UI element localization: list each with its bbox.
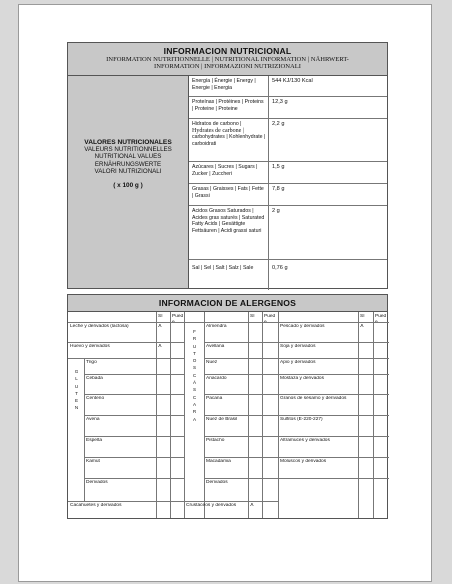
column-header-puede: Pued (375, 314, 387, 319)
allergen-label-left: Huevo y derivados (70, 344, 110, 349)
allergen-grid (68, 312, 389, 518)
row-divider (278, 394, 389, 395)
row-divider (184, 501, 278, 502)
row-divider (278, 415, 389, 416)
column-header-si: SI (250, 314, 255, 319)
allergen-label-left: Trigo (86, 360, 97, 365)
nutrient-value: 12,3 g (272, 99, 288, 105)
allergen-label-middle: Pacana (206, 396, 223, 401)
row-divider (204, 436, 278, 437)
allergen-title: INFORMACION DE ALERGENOS (68, 295, 387, 312)
nutrition-values-heading-cell (68, 76, 189, 288)
column-header-si: SI (360, 314, 365, 319)
nutrition-row-salt (189, 260, 387, 290)
nutrient-label (189, 119, 269, 161)
row-divider (84, 394, 184, 395)
nutrition-header (68, 43, 387, 76)
row-divider (204, 478, 278, 479)
values-heading-fr: VALEURS NUTRITIONNELLES (84, 146, 172, 154)
nutrient-label: Azúcares | Sucres | Sugars | Zucker | Zuccheri (189, 162, 269, 183)
gluten-group-divider (84, 358, 85, 501)
allergen-label-right: Sulfitos (E-220-227) (280, 417, 323, 422)
allergen-label-left: Avena (86, 417, 100, 422)
carb-label-other: carbohydrates | Kohlenhydrate | carboidrati (192, 134, 266, 147)
row-divider (278, 342, 389, 343)
allergen-label-left: Cacahuetes y derivados (70, 503, 122, 508)
row-divider (84, 436, 184, 437)
nutrition-row-carbohydrates (189, 119, 387, 162)
allergen-table (67, 294, 388, 519)
row-divider (204, 358, 278, 359)
allergen-label-middle: Avellana (206, 344, 225, 349)
nutrition-row-saturated-fats (189, 206, 387, 260)
nutrient-value: 2 g (272, 208, 280, 214)
nutrition-row-fats (189, 184, 387, 206)
values-heading-de: ERNÄHRUNGSWERTE (94, 160, 162, 168)
nutrition-row-protein (189, 97, 387, 119)
allergen-label-left: Cebada (86, 376, 103, 381)
allergen-label-left: Centeno (86, 396, 105, 401)
allergen-label-left: Espelta (86, 438, 102, 443)
document-page (18, 4, 432, 582)
allergen-label-middle: Almendra (206, 324, 227, 329)
nutrition-table (67, 42, 388, 289)
nutrient-value: 544 KJ/130 Kcal (272, 78, 313, 84)
allergen-label-middle: Anacardo (206, 376, 227, 381)
nutrition-subtitle-line-1: INFORMATION NUTRITIONNELLE | NUTRITIONAL INFORMATION | NÄHRWERT- (106, 56, 349, 63)
row-divider (204, 342, 278, 343)
allergen-label-middle: Derivados (206, 480, 228, 485)
allergen-si-mark: X (158, 324, 162, 329)
nutrient-label: Sal | Sel | Salt | Salz | Sale (189, 260, 269, 290)
row-divider (204, 415, 278, 416)
nutrition-subtitle-line-2: INFORMATION | INFORMAZIONI NUTRIZIONALI (154, 63, 301, 71)
row-divider (84, 415, 184, 416)
row-divider (204, 457, 278, 458)
allergen-si-mark: X (360, 324, 364, 329)
row-divider (84, 457, 184, 458)
row-divider (278, 374, 389, 375)
row-divider (278, 478, 389, 479)
allergen-label-middle: Pistacho (206, 438, 225, 443)
nutrient-label: Grasas | Graisses | Fats | Fette | Grassi (189, 184, 269, 205)
row-divider (204, 374, 278, 375)
row-divider (68, 358, 184, 359)
row-divider (68, 501, 184, 502)
row-divider (84, 374, 184, 375)
allergen-label-right: Soja y derivados (280, 344, 316, 349)
row-divider (278, 457, 389, 458)
values-heading-en: NUTRITIONAL VALUES (94, 153, 162, 161)
allergen-label-right: Altramuces y derivados (280, 438, 330, 443)
values-heading: VALORES NUTRICIONALES (84, 139, 172, 146)
row-divider (68, 342, 184, 343)
nutrient-value: 1,5 g (272, 164, 285, 170)
nuts-group-label: F R U T O S C Á S C A R A (192, 329, 197, 422)
allergen-label-right: Mostaza y derivados (280, 376, 324, 381)
allergen-label-left: Kamut (86, 459, 100, 464)
allergen-label-middle: Nuez de Brasil (206, 417, 238, 422)
allergen-si-mark: X (250, 503, 254, 508)
row-divider (84, 478, 184, 479)
allergen-label-left: Derivados (86, 480, 108, 485)
nutrition-title: INFORMACION NUTRICIONAL (163, 46, 292, 56)
allergen-label-right: Moluscos y derivados (280, 459, 327, 464)
column-header-si: SI (158, 314, 163, 319)
allergen-label-right: Granos de sésamo y derivados (280, 396, 347, 401)
nutrient-value: 7,8 g (272, 186, 285, 192)
nutrient-label: Energía | Énergie | Energy | Energie | Energia (189, 76, 269, 96)
row-divider (278, 436, 389, 437)
allergen-label-middle: Crustáceos y derivados (186, 503, 237, 508)
column-header-puede: Pued (264, 314, 276, 319)
gluten-group-label: G L U T E N (74, 369, 79, 411)
nutrient-value: 0,76 g (272, 265, 288, 271)
nutrient-label: Proteínas | Protéines | Proteins | Proteine | Proteine (189, 97, 269, 118)
column-divider (184, 312, 185, 518)
carb-label-es: Hidratos de carbono | (192, 121, 242, 127)
nutrition-row-energy (189, 76, 387, 97)
column-header-puede: Pued (172, 314, 183, 319)
values-heading-it: VALORI NUTRIZIONALI (94, 167, 162, 175)
allergen-si-mark: X (158, 344, 162, 349)
per-100g-label: ( x 100 g ) (113, 182, 143, 190)
nutrition-row-sugars (189, 162, 387, 184)
allergen-label-left: Leche y derivados (lactosa) (70, 324, 129, 329)
allergen-label-right: Pescado y derivados (280, 324, 325, 329)
allergen-label-middle: Nuez (206, 360, 218, 365)
row-divider (278, 358, 389, 359)
nutrient-value: 2,2 g (272, 121, 285, 127)
allergen-label-middle: Macadamia (206, 459, 231, 464)
carb-label-fr: Hydrates de carbone | (192, 127, 245, 134)
header-divider (68, 322, 389, 323)
row-divider (204, 394, 278, 395)
allergen-label-right: Apio y derivados (280, 360, 316, 365)
nutrient-label: Acidos Grasos Saturados | Acides gras saturés | Saturated Fatty Acids | Gesättigte Fettsäuren | Acidi grassi saturi (189, 206, 269, 259)
